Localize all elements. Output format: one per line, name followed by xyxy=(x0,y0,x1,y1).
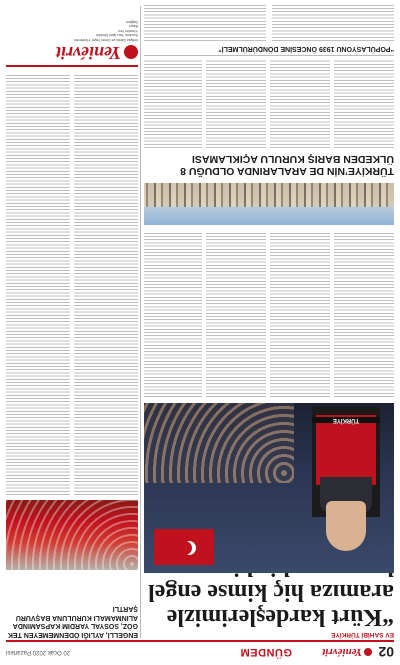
sidebar-headline: ENGELLİ, AYLIĞI ÖDENMEMEYEN TEK GÖZ, SOSYAL YARDIM KAPSAMINDA ALINMAMALI KURULUNA BAŞVURU ŞARTLI xyxy=(7,605,138,638)
imprint-line: Baskı xyxy=(129,24,138,29)
logo-dot-icon xyxy=(364,648,372,656)
imprint-line: Yönetim Yeri xyxy=(118,28,138,33)
imprint-logo-text: Yeniévrit xyxy=(56,43,121,63)
third-text-col-1 xyxy=(272,5,394,41)
main-headline: “Kürt kardeşlerimizle aramıza hiç kimse engel xyxy=(148,579,394,630)
sidebar-photo xyxy=(6,500,138,570)
imprint-logo xyxy=(6,42,138,63)
sidebar-text-col-2 xyxy=(6,75,70,495)
second-text-col-2 xyxy=(270,60,330,148)
photo-podium-front xyxy=(316,415,376,485)
second-text-col-1 xyxy=(334,60,394,148)
third-text-col-2 xyxy=(144,5,266,41)
main-kicker: EV SAHİBİ TÜRKİYE xyxy=(331,631,394,638)
masthead xyxy=(6,640,394,662)
divider-rule xyxy=(144,55,394,56)
main-text-col-3 xyxy=(206,232,266,397)
imprint-line: Dağıtım xyxy=(125,19,138,24)
imprint-line: İmtiyaz Sahibi ve Genel Yayın Yönetmeni xyxy=(73,38,138,42)
imprint-details xyxy=(6,19,138,42)
city-photo xyxy=(144,183,394,225)
page-number: 02 xyxy=(378,644,394,660)
masthead-logo-text: Yeniévrit xyxy=(322,646,362,658)
photo-speaker-head xyxy=(326,501,366,551)
issue-date: 20 Ocak 2020 Pazartesi xyxy=(6,649,71,655)
sidebar-story xyxy=(6,601,138,638)
second-text-col-4 xyxy=(144,60,202,148)
sidebar-divider xyxy=(140,6,141,638)
sidebar-text-col-1 xyxy=(74,75,138,495)
masthead-logo xyxy=(322,646,372,658)
second-text-col-3 xyxy=(206,60,266,148)
imprint-box xyxy=(6,5,138,67)
imprint-logo-dot-icon xyxy=(124,46,138,60)
imprint-line: Sorumlu Yazı İşleri Müdürü xyxy=(96,33,138,38)
second-story-headline: TÜRKİYE’NİN DE ARALARINDA OLDUĞU 8 ÜLKEDEN BARIŞ KURULU AÇIKLAMASI xyxy=(180,153,394,177)
photo-banner: TÜRKİYE xyxy=(312,417,380,423)
photo-flag xyxy=(154,529,214,565)
main-photo xyxy=(144,403,394,573)
main-text-col-2 xyxy=(270,232,330,397)
photo-audience xyxy=(144,403,294,483)
third-story-headline: “POPÜLASYONU 1939 ÖNCESİNE DÖNDÜRÜLMELİ” xyxy=(218,45,394,52)
main-text-col-4 xyxy=(144,232,202,397)
section-name: GÜNDEM xyxy=(240,646,292,658)
main-text-col-1 xyxy=(334,232,394,397)
